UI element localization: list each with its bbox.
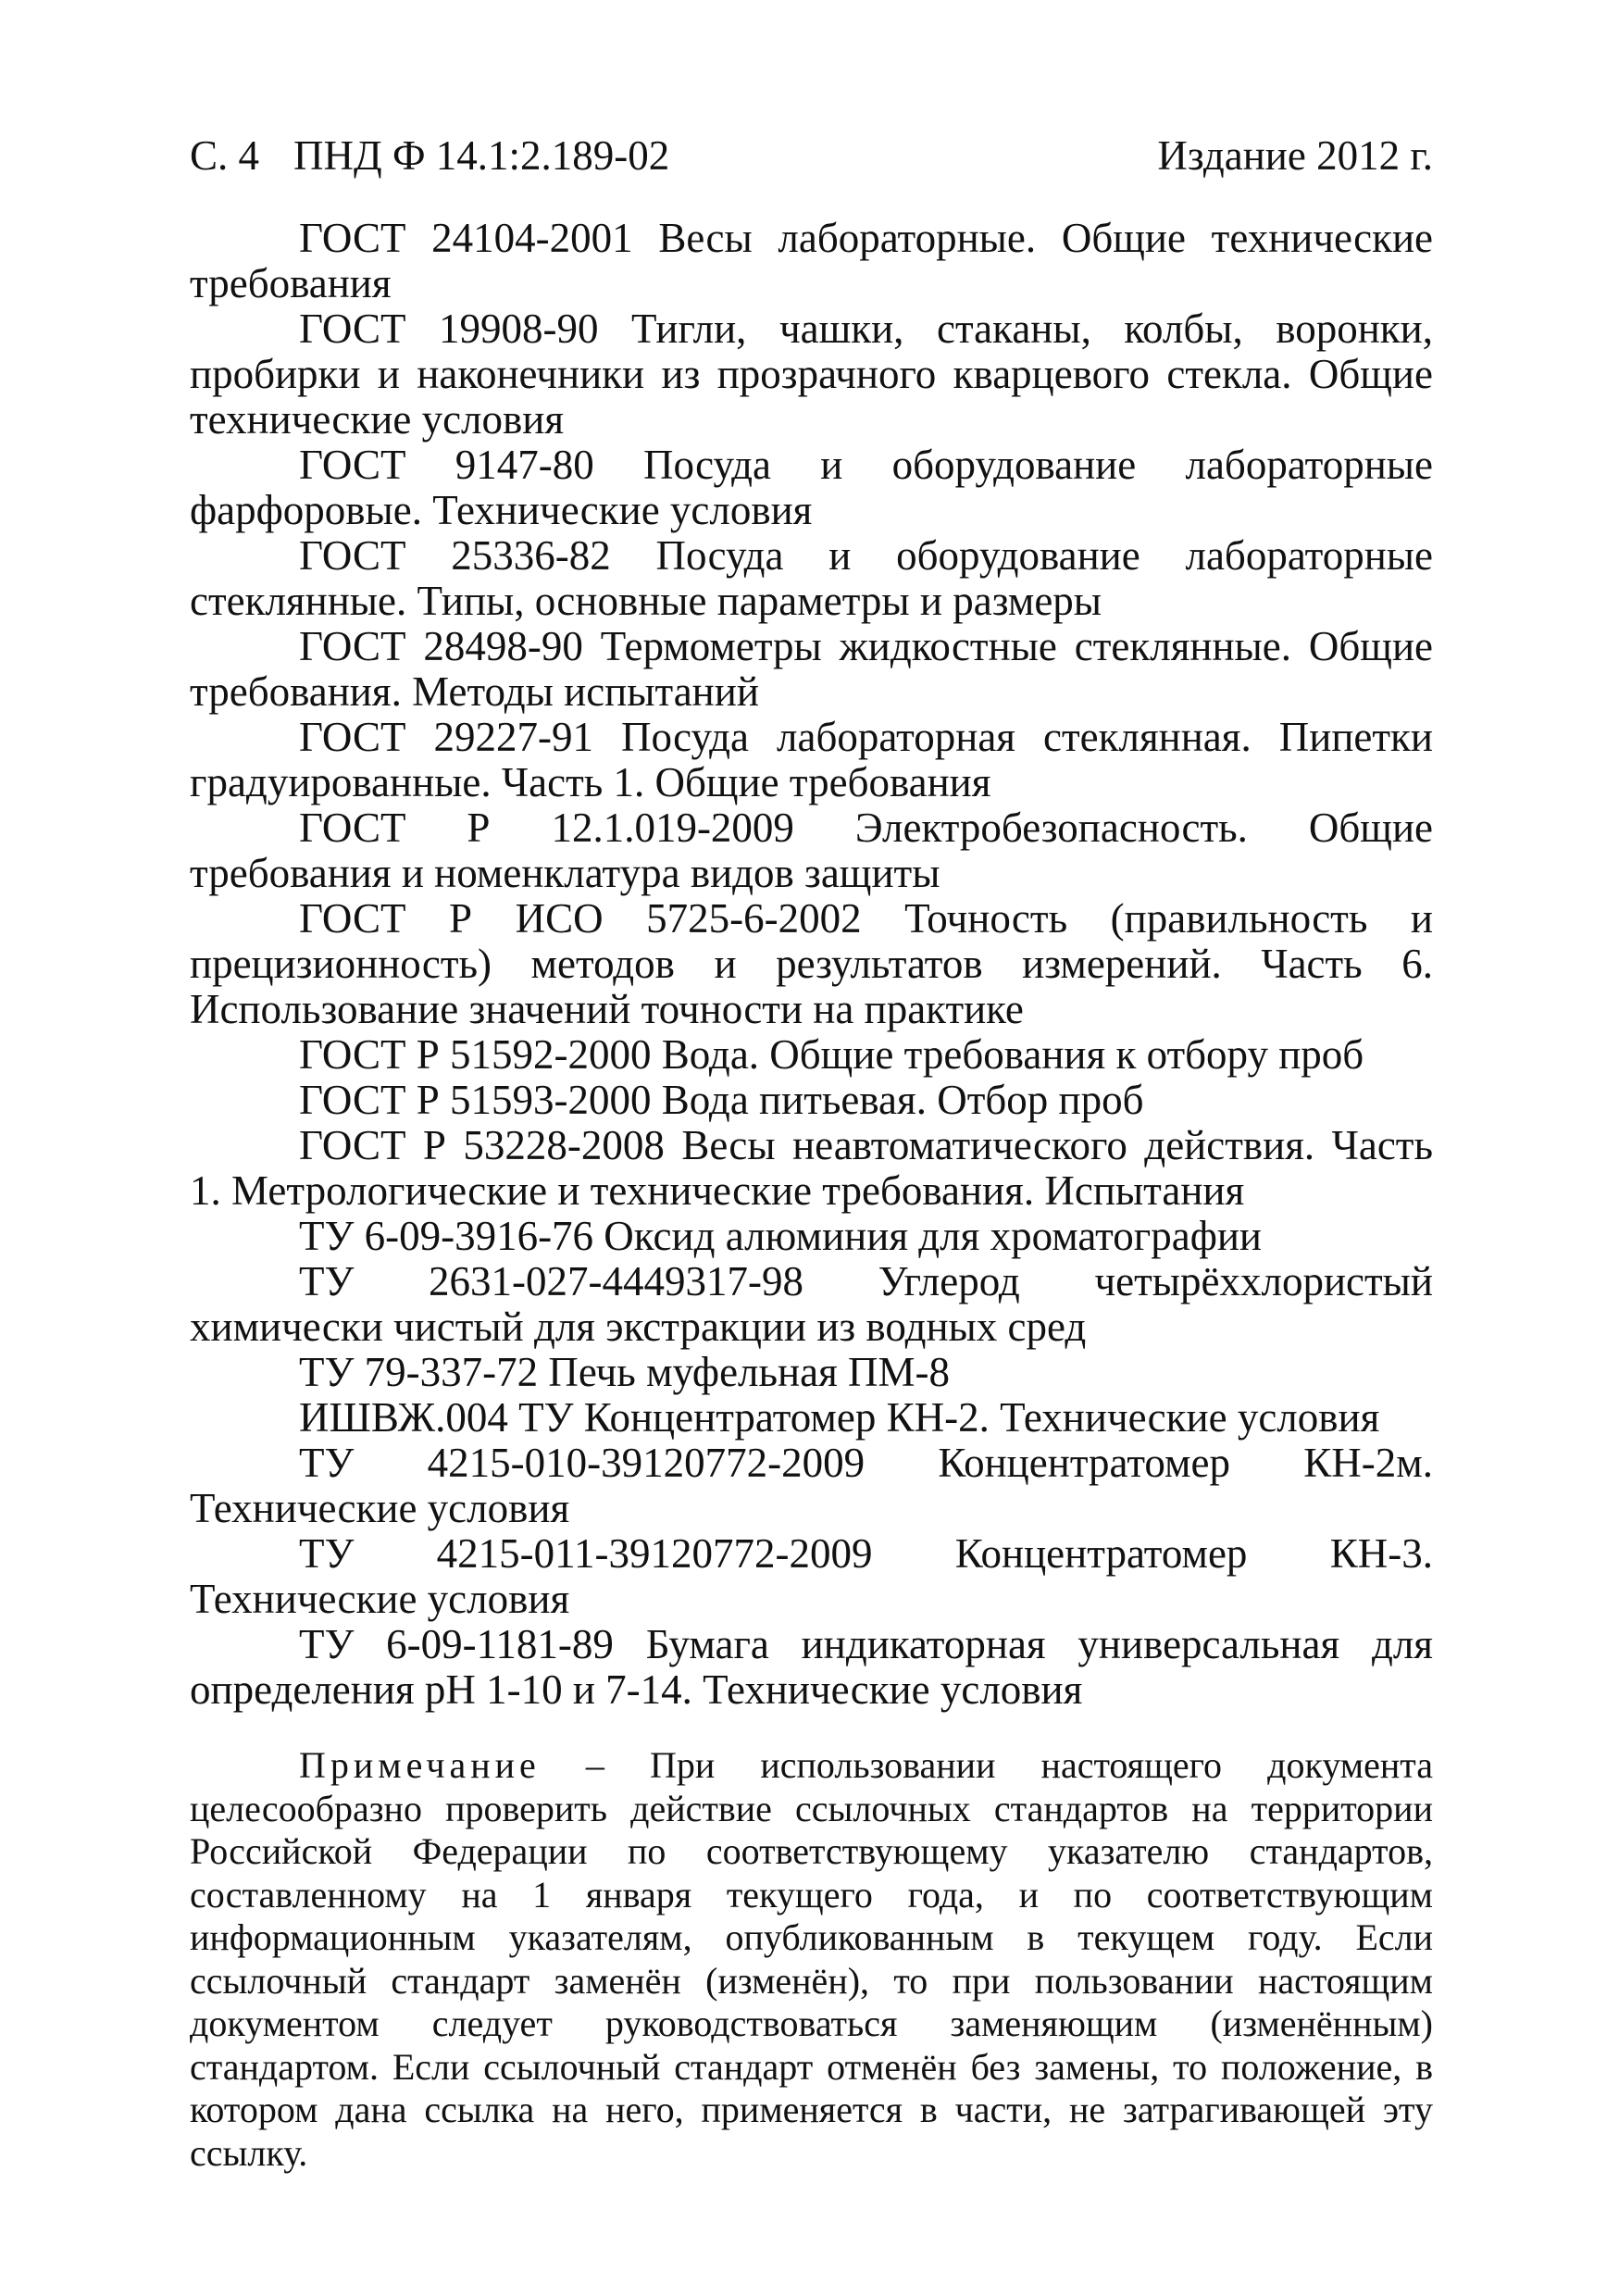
reference-entry: ТУ 4215-010-39120772-2009 Концентратомер КН-2м. Технические условия [190, 1440, 1433, 1531]
reference-entry: ГОСТ Р 53228-2008 Весы неавтоматического действия. Часть 1. Метрологические и технические требования. Испытания [190, 1122, 1433, 1214]
reference-entry: ТУ 4215-011-39120772-2009 Концентратомер КН-3. Технические условия [190, 1530, 1433, 1622]
reference-entry: ГОСТ 28498-90 Термометры жидкостные стеклянные. Общие требования. Методы испытаний [190, 623, 1433, 715]
reference-entry: ГОСТ 24104-2001 Весы лабораторные. Общие технические требования [190, 215, 1433, 306]
note-paragraph [190, 1744, 1433, 2175]
page-header [190, 128, 1433, 183]
edition-label: Издание 2012 г. [1157, 132, 1433, 179]
reference-entry: ГОСТ Р ИСО 5725-6-2002 Точность (правильность и прецизионность) методов и результатов измерений. Часть 6. Использование значений точности на практике [190, 895, 1433, 1032]
reference-entry: ТУ 6-09-1181-89 Бумага индикаторная универсальная для определения pH 1-10 и 7-14. Технические условия [190, 1621, 1433, 1713]
reference-entry: ТУ 2631-027-4449317-98 Углерод четырёххлористый химически чистый для экстракции из водных сред [190, 1258, 1433, 1350]
page-number: С. 4 [190, 132, 260, 179]
reference-entry: ГОСТ Р 12.1.019-2009 Электробезопасность. Общие требования и номенклатура видов защиты [190, 805, 1433, 896]
reference-entry: ТУ 6-09-3916-76 Оксид алюминия для хроматографии [299, 1213, 1263, 1259]
reference-entry: ИШВЖ.004 ТУ Концентратомер КН-2. Технические условия [299, 1394, 1380, 1441]
reference-entry: ТУ 79-337-72 Печь муфельная ПМ-8 [299, 1349, 951, 1395]
note-label: Примечание [299, 1744, 541, 1786]
reference-entry: ГОСТ 19908-90 Тигли, чашки, стаканы, колбы, воронки, пробирки и наконечники из прозрачного кварцевого стекла. Общие технические условия [190, 306, 1433, 443]
document-code: ПНД Ф 14.1:2.189-02 [293, 132, 670, 179]
reference-entry: ГОСТ Р 51593-2000 Вода питьевая. Отбор проб [299, 1077, 1144, 1123]
reference-entry: ГОСТ Р 51592-2000 Вода. Общие требования к отбору проб [299, 1031, 1364, 1078]
reference-entry: ГОСТ 29227-91 Посуда лабораторная стеклянная. Пипетки градуированные. Часть 1. Общие требования [190, 714, 1433, 805]
note-text: – При использовании настоящего документа целесообразно проверить действие ссылочных стандартов на территории Российской Федерации по соответствующему указателю стандартов, составленному на 1 января текущего года, и по соответствующим информационным указателям, опубликованным в текущем году. Если ссылочный стандарт заменён (изменён), то при пользовании настоящим документом следует руководствоваться заменяющим (изменённым) стандартом. Если ссылочный стандарт отменён без замены, то положение, в котором дана ссылка на него, применяется в части, не затрагивающей эту ссылку. [190, 1744, 1433, 2174]
reference-entry: ГОСТ 9147-80 Посуда и оборудование лабораторные фарфоровые. Технические условия [190, 442, 1433, 533]
references-list [190, 216, 1433, 2175]
reference-entry: ГОСТ 25336-82 Посуда и оборудование лабораторные стеклянные. Типы, основные параметры и размеры [190, 532, 1433, 624]
